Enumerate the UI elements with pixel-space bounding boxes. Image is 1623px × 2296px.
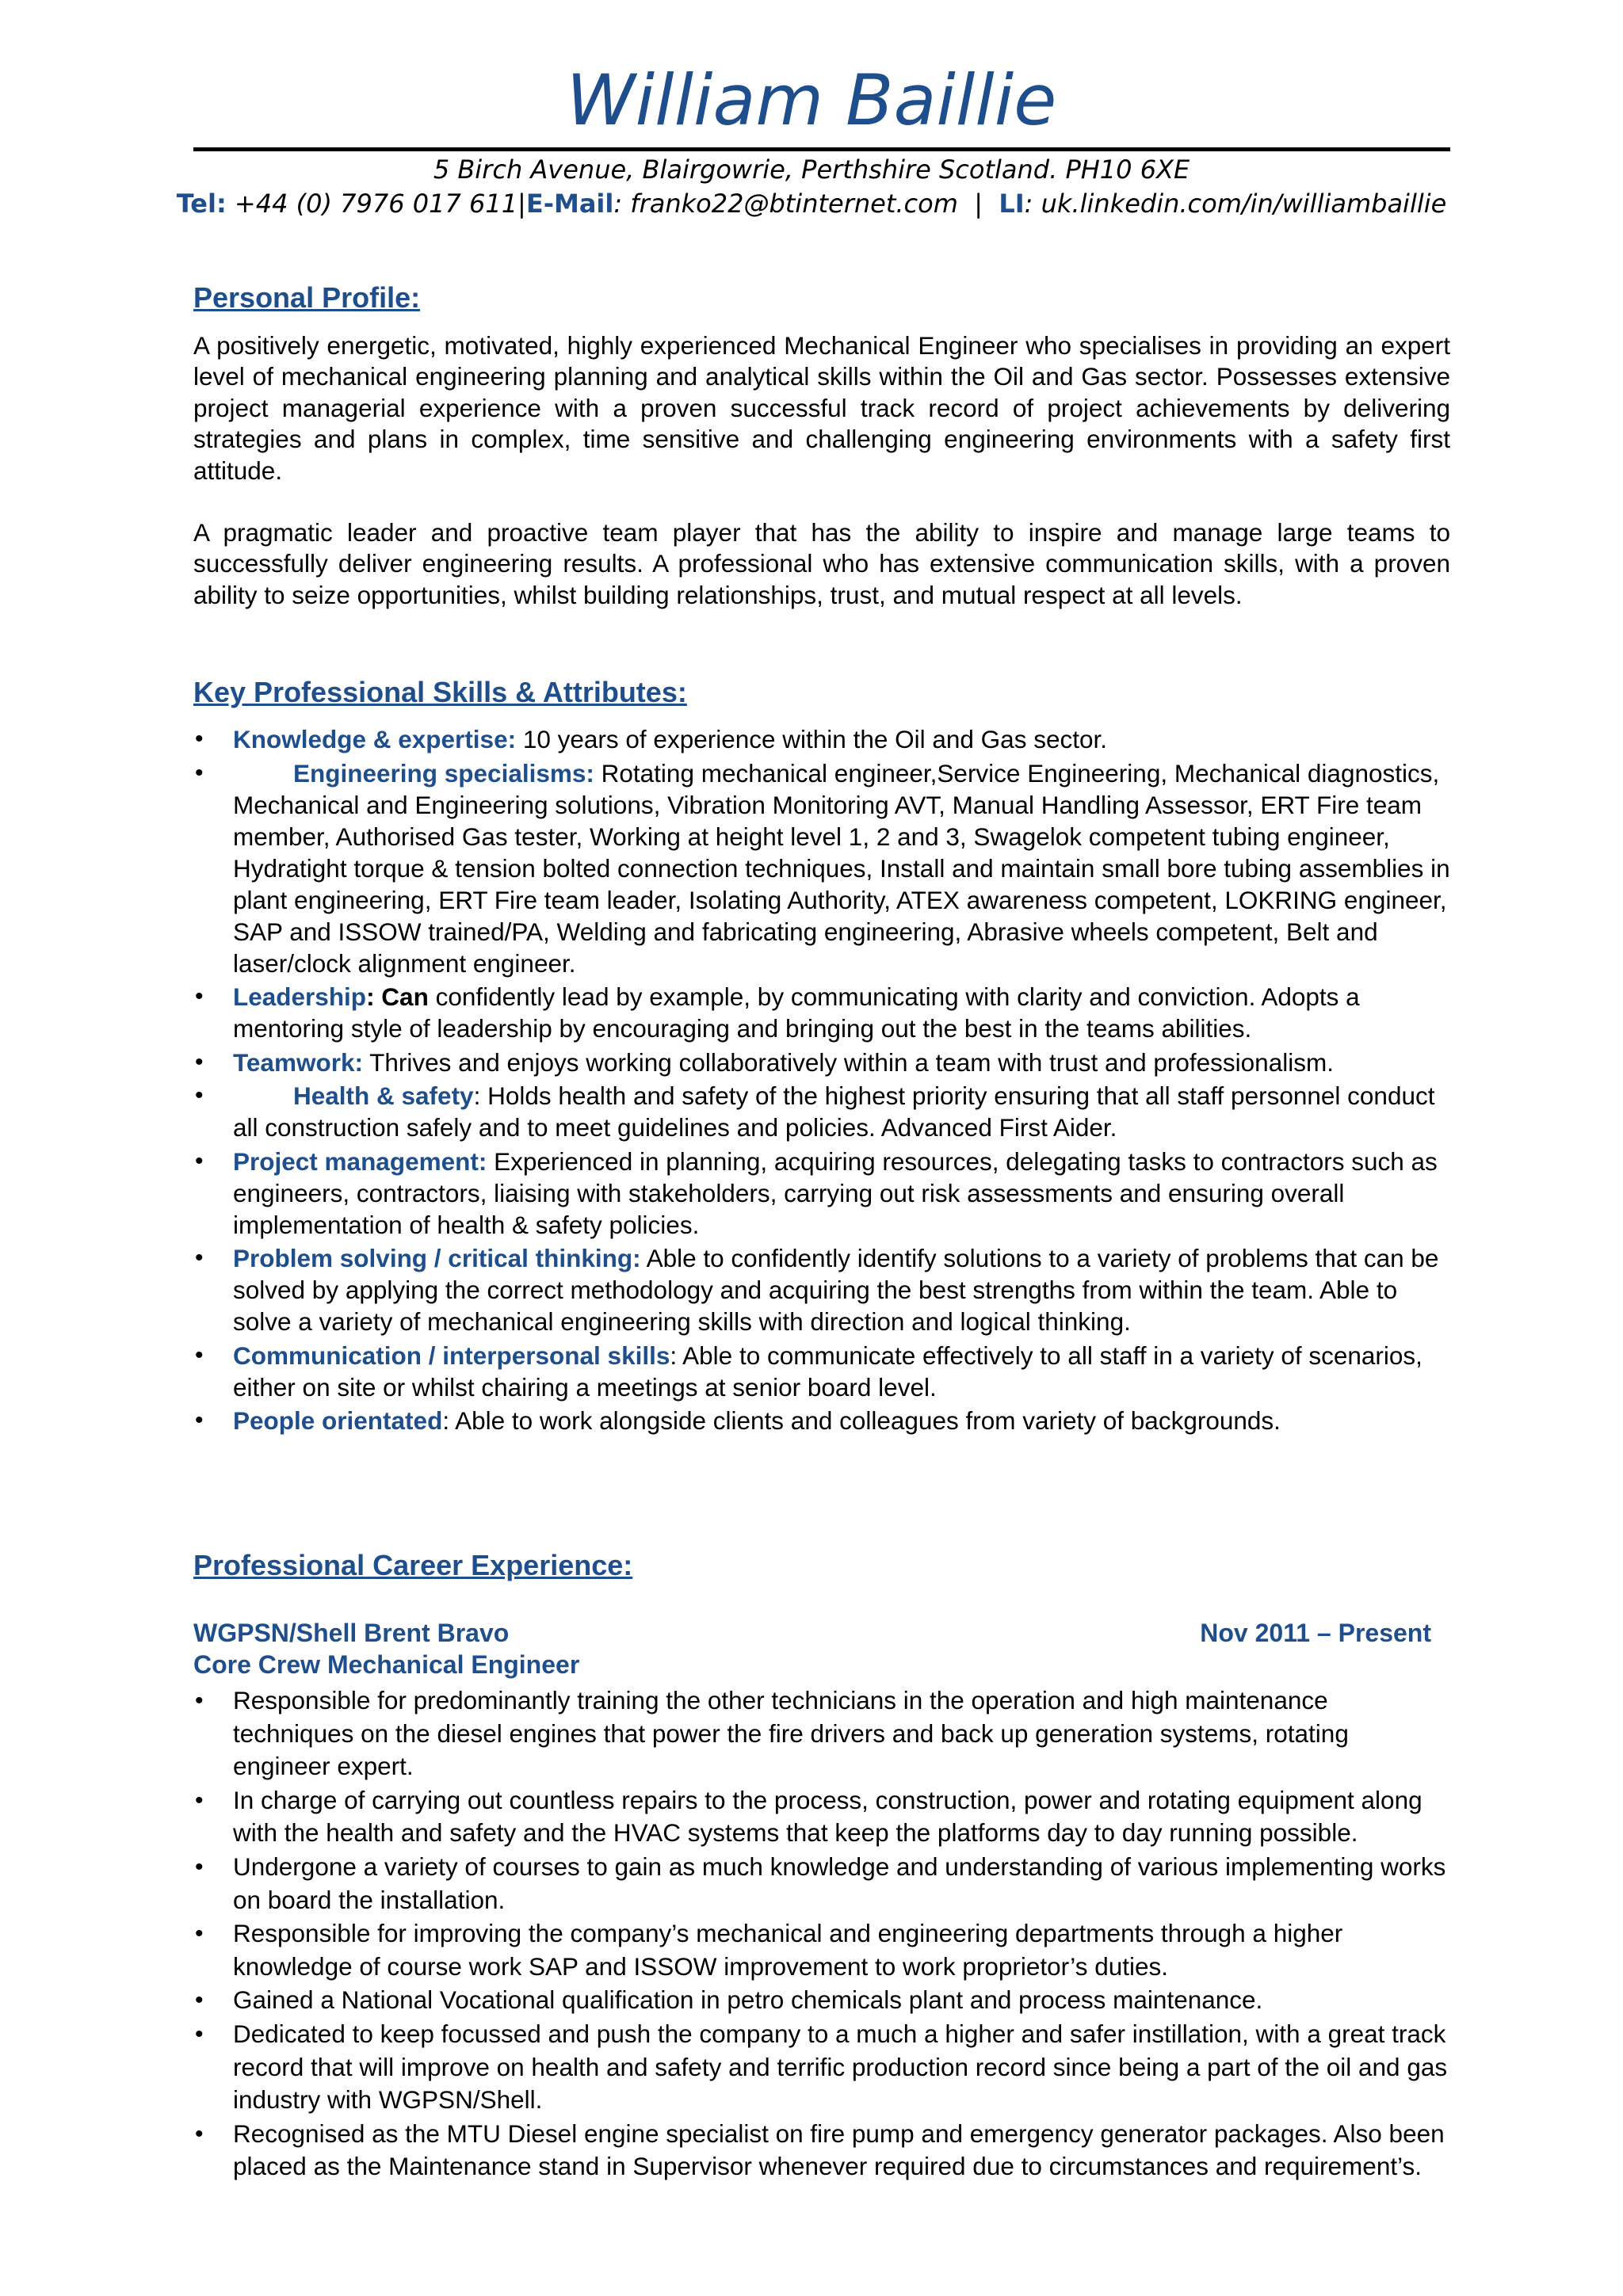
job-dates: Nov 2011 – Present: [1200, 1619, 1431, 1647]
skill-text: Experienced in planning, acquiring resources, delegating tasks to contractors such as engineers, contractors, liaising with stakeholders, carrying out risk assessments and ensuring overall implementation of health & safety policies.: [233, 1146, 1438, 1239]
list-item: • Recognised as the MTU Diesel engine specialist on fire pump and emergency generator packages. Also been placed as the Maintenance stand in Supervisor whenever required due to circumstances and requirement’s.: [193, 2118, 1450, 2183]
skill-text: : Holds health and safety of the highest priority ensuring that all staff personnel conduct all construction safely and to meet guidelines and policies. Advanced First Aider.: [233, 1081, 1435, 1142]
skill-text: : Able to communicate effectively to all staff in a variety of scenarios, either on site or whilst chairing a meetings at senior board level.: [233, 1341, 1423, 1402]
list-item: • Gained a National Vocational qualification in petro chemicals plant and process maintenance.: [193, 1984, 1450, 2017]
skill-label: Communication / interpersonal skills: [233, 1341, 670, 1370]
job-role: Core Crew Mechanical Engineer: [193, 1650, 580, 1679]
list-item: [193, 1242, 1450, 1337]
skills-section: [193, 675, 1450, 1439]
list-item: [193, 757, 1450, 979]
address: 5 Birch Avenue, Blairgowrie, Perthshire Scotland. PH10 6XE: [433, 154, 1190, 185]
linkedin-value[interactable]: uk.linkedin.com/in/williambaillie: [1041, 189, 1447, 219]
profile-paragraph-2: A pragmatic leader and proactive team player that has the ability to inspire and manage large teams to successfully deliver engineering results. A professional who has extensive communication skills, with a proven ability to seize opportunities, whilst building relationships, trust, and mutual respect at all levels.: [193, 518, 1450, 609]
skill-emphasis: : Can: [366, 982, 429, 1011]
section-title: Key Professional Skills & Attributes:: [193, 676, 687, 708]
tel-label: Tel:: [176, 189, 227, 219]
linkedin-label: LI: [999, 189, 1025, 219]
email-value[interactable]: franko22@btinternet.com: [630, 189, 958, 219]
tel-value: +44 (0) 7976 017 611: [234, 189, 518, 219]
list-item: [193, 981, 1450, 1044]
skill-label: Teamwork:: [233, 1047, 363, 1077]
skill-label: Health & safety: [293, 1081, 474, 1110]
job-header: [193, 1617, 1431, 1649]
job-duties-list: [193, 1684, 1450, 2183]
list-item: • Undergone a variety of courses to gain as much knowledge and understanding of various implementing works on board the installation.: [193, 1851, 1450, 1917]
list-item: [193, 1146, 1450, 1241]
profile-paragraph-1: A positively energetic, motivated, highly experienced Mechanical Engineer who specialises in providing an expert level of mechanical engineering planning and analytical skills within the Oil and Gas sector. Possesses extensive project managerial experience with a proven successful track record of project achievements by delivering strategies and plans in complex, time sensitive and challenging engineering environments with a safety first attitude.: [193, 331, 1450, 485]
list-item: [193, 1080, 1450, 1143]
skill-text: : Able to work alongside clients and colleagues from variety of backgrounds.: [442, 1406, 1281, 1435]
skill-text: Able to confidently identify solutions to a variety of problems that can be solved by applying the correct methodology and acquiring the best strengths from within the team. Able to solve a variety of mechanical engineering skills with direction and logical thinking.: [233, 1244, 1439, 1336]
skill-label: Engineering specialisms:: [293, 758, 594, 788]
skill-text: Rotating mechanical engineer,Service Engineering, Mechanical diagnostics, Mechanical and Engineering solutions, Vibration Monitoring AVT, Manual Handling Assessor, ERT Fire team member, Authorised Gas tester, Working at height level 1, 2 and 3, Swagelok competent tubing engineer, Hydratight torque & tension bolted connection techniques, Install and maintain small bore tubing assemblies in plant engineering, ERT Fire team leader, Isolating Authority, ATEX awareness competent, LOKRING engineer, SAP and ISSOW trained/PA, Welding and fabricating engineering, Abrasive wheels competent, Belt and laser/clock alignment engineer.: [233, 758, 1450, 978]
skill-label: Project management:: [233, 1146, 487, 1176]
colon: :: [613, 189, 623, 219]
skill-label: Knowledge & expertise:: [233, 725, 517, 753]
list-item: • Responsible for improving the company’s mechanical and engineering departments through a higher knowledge of course work SAP and ISSOW improvement to work proprietor’s duties.: [193, 1917, 1450, 1983]
list-item: • Responsible for predominantly training the other technicians in the operation and high maintenance techniques on the diesel engines that power the fire drivers and back up generation systems, rotating engineer expert.: [193, 1684, 1450, 1783]
list-item: • In charge of carrying out countless repairs to the process, construction, power and rotating equipment along with the health and safety and the HVAC systems that keep the platforms day to day running possible.: [193, 1784, 1450, 1850]
list-item: [193, 1405, 1450, 1436]
job-company: WGPSN/Shell Brent Bravo: [193, 1619, 510, 1647]
skill-label: Problem solving / critical thinking:: [233, 1244, 641, 1272]
colon: :: [1024, 189, 1033, 219]
skill-label: Leadership: [233, 982, 367, 1011]
list-item: [193, 1340, 1450, 1403]
skill-label: People orientated: [233, 1406, 443, 1435]
skill-text: confidently lead by example, by communicating with clarity and conviction. Adopts a mentoring style of leadership by encouraging and bringing out the best in the teams abilities.: [233, 982, 1360, 1043]
contact-line: [0, 188, 1623, 219]
candidate-name: William Baillie: [566, 59, 1057, 141]
list-item: [193, 723, 1450, 755]
skill-text: 10 years of experience within the Oil and Gas sector.: [516, 725, 1107, 753]
separator: |: [966, 189, 991, 219]
skill-text: Thrives and enjoys working collaboratively within a team with trust and professionalism.: [362, 1047, 1334, 1077]
section-title: Personal Profile:: [193, 281, 421, 314]
personal-profile-section: [193, 280, 1450, 611]
header-divider: [193, 147, 1450, 151]
section-title: Professional Career Experience:: [193, 1549, 633, 1581]
list-item: • Dedicated to keep focussed and push the company to a much a higher and safer instillation, with a great track record that will improve on health and safety and terrific production record since being a part of the oil and gas industry with WGPSN/Shell.: [193, 2018, 1450, 2117]
list-item: [193, 1047, 1450, 1078]
skills-list: [193, 723, 1450, 1436]
email-label: E-Mail: [525, 189, 614, 219]
career-section: [193, 1548, 1450, 2184]
separator: |: [517, 189, 526, 219]
